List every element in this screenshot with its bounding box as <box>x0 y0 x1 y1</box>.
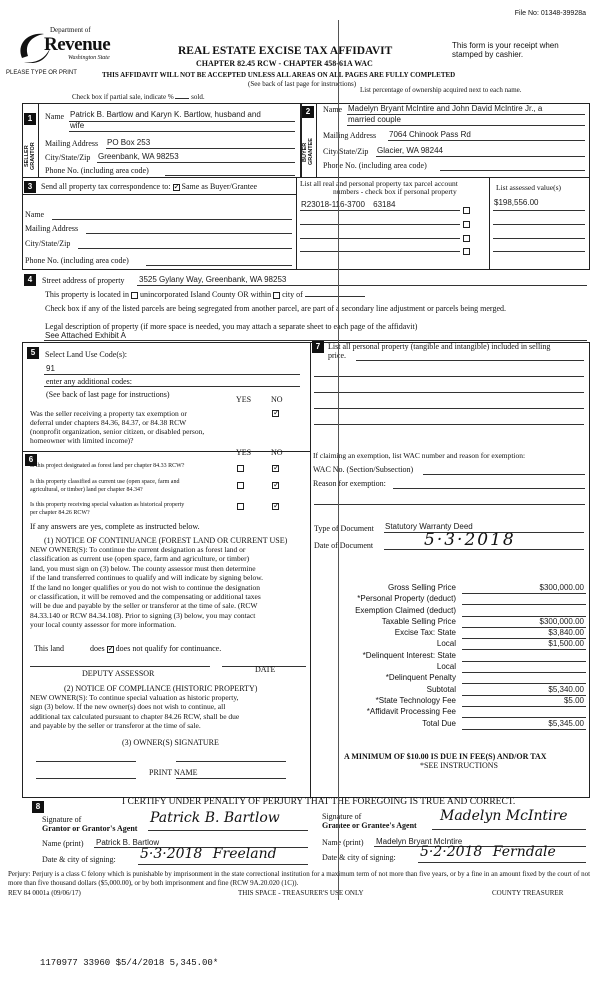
compliance-line: additional tax calculated pursuant to chapter 84.26 RCW, shall be due <box>30 711 240 721</box>
forest-land-question: Is this project designated as forest land per chapter 84.33 RCW? <box>30 463 185 469</box>
doc-date-label: Date of Document <box>314 541 374 550</box>
buyer-city[interactable]: Glacier, WA 98244 <box>377 146 443 155</box>
located-in-row <box>45 290 365 299</box>
calc-value[interactable]: $5,345.00 <box>548 718 584 728</box>
section3-mailing-field[interactable] <box>86 233 292 234</box>
buyer-side-label: BUYER GRANTEE <box>302 138 314 166</box>
calc-row <box>314 696 586 707</box>
logo-name: Revenue <box>44 34 111 55</box>
continuance-title: (1) NOTICE OF CONTINUANCE (FOREST LAND OR CURRENT USE) <box>44 536 288 545</box>
exemption-question <box>30 409 204 445</box>
compliance-title: (2) NOTICE OF COMPLIANCE (HISTORIC PROPERTY) <box>64 684 258 693</box>
grantor-sig-label-line1: Signature of <box>42 815 82 824</box>
continuance-line: 84.33.140 or RCW 84.34.108). Prior to signing (3) below, you may contact <box>30 610 256 620</box>
parcels-header2: numbers - check box if personal property <box>333 187 457 196</box>
certify-statement: I CERTIFY UNDER PENALTY OF PERJURY THAT THE FOREGOING IS TRUE AND CORRECT. <box>122 797 516 807</box>
historic-question <box>30 501 184 517</box>
calc-value[interactable]: $5.00 <box>563 695 584 705</box>
section3-city-label: City/State/Zip <box>25 239 71 248</box>
legal-label: Legal description of property (if more space is needed, you may attach a separate sheet to each page of the affidavit) <box>45 322 418 331</box>
buyer-mailing-label: Mailing Address <box>323 131 377 140</box>
segregated-text: Check box if any of the listed parcels are being segregated from another parcel, are part of a secondary line adjustment or parcels being merged. <box>45 304 506 313</box>
section3-phone-field[interactable] <box>146 265 292 266</box>
calc-label: Excise Tax: State <box>394 628 456 638</box>
unincorporated-checkbox[interactable] <box>131 292 138 299</box>
personal-property-field-3[interactable] <box>314 392 584 393</box>
grantee-name-print-label: Name (print) <box>322 838 364 847</box>
grantee-sign-city: Ferndale <box>492 844 556 860</box>
does-text: does <box>90 644 105 653</box>
doc-type-value[interactable]: Statutory Warranty Deed <box>385 522 473 531</box>
form-revision: REV 84 0001a (09/06/17) <box>8 889 81 897</box>
parcel-3-personal-checkbox[interactable] <box>463 235 470 242</box>
grantor-name-print-label: Name (print) <box>42 839 84 848</box>
city-of-checkbox[interactable] <box>273 292 280 299</box>
assessor-date-label: DATE <box>255 665 276 674</box>
partial-sale-suffix: sold. <box>191 93 205 101</box>
historic-q-line2: per chapter 84.26 RCW? <box>30 510 90 516</box>
minimum-due-note: A MINIMUM OF $10.00 IS DUE IN FEE(S) AND/OR TAX <box>344 752 547 761</box>
owner-signature-line-2[interactable] <box>176 761 286 762</box>
section-7-badge: 7 <box>312 341 324 353</box>
buyer-mailing[interactable]: 7064 Chinook Pass Rd <box>389 130 471 139</box>
personal-property-field-4[interactable] <box>314 408 584 409</box>
grantor-name-print[interactable]: Patrick B. Bartlow <box>96 838 160 847</box>
section3-name-field[interactable] <box>52 219 292 220</box>
seller-city-label: City/State/Zip <box>45 153 91 162</box>
calc-label: Taxable Selling Price <box>381 616 456 626</box>
land-use-label: Select Land Use Code(s): <box>45 350 127 359</box>
unincorporated-text: unincorporated Island County OR within <box>139 290 272 299</box>
sec6-no-header: NO <box>271 448 283 457</box>
calc-row <box>314 617 586 628</box>
buyer-name-line1[interactable]: Madelyn Bryant McIntire and John David McIntire Jr., a <box>348 104 543 113</box>
continuance-line: classification as current use (open space, farm and agriculture, or timber) <box>30 554 250 564</box>
personal-property-field-5[interactable] <box>314 424 584 425</box>
wac-no-field[interactable] <box>423 474 585 475</box>
personal-property-field-2[interactable] <box>314 376 584 377</box>
qualify-text: qualify for continuance. <box>144 644 222 653</box>
current-use-no-checkbox[interactable] <box>272 482 279 489</box>
land-use-code[interactable]: 91 <box>46 364 55 373</box>
seller-mailing-label: Mailing Address <box>45 139 99 148</box>
parcel-1-id: R23018-116-3700 <box>301 200 365 209</box>
parcel-2-personal-checkbox[interactable] <box>463 221 470 228</box>
calc-row <box>314 719 586 730</box>
calc-label: Local <box>436 662 456 672</box>
street-label: Street address of property <box>42 276 125 285</box>
seller-side-label: SELLER GRANTOR <box>24 142 36 170</box>
continuance-line: land, you must sign on (3) below. The county assessor must then determine <box>30 563 256 573</box>
grantee-signature-label <box>322 812 417 830</box>
forest-no-checkbox[interactable] <box>272 465 279 472</box>
calc-row <box>314 651 586 662</box>
parcel-4-personal-checkbox[interactable] <box>463 248 470 255</box>
calc-value[interactable]: $5,340.00 <box>548 684 584 694</box>
compliance-body <box>30 693 239 731</box>
historic-q-line1: Is this property receiving special valuation as historical property <box>30 502 185 508</box>
forest-yes-checkbox[interactable] <box>237 465 244 472</box>
seller-name-line2[interactable]: wife <box>70 121 85 130</box>
grantor-signature[interactable]: Patrick B. Bartlow <box>150 810 280 826</box>
buyer-city-label: City/State/Zip <box>323 147 369 156</box>
calc-row <box>314 673 586 684</box>
same-as-buyer-text: Same as Buyer/Grantee <box>181 182 258 191</box>
exemption-q-line3: (nonprofit organization, senior citizen, or disabled person, <box>30 427 205 436</box>
section3-city-field[interactable] <box>78 248 292 249</box>
compliance-line: NEW OWNER(S): To continue special valuation as historic property, <box>30 693 239 702</box>
print-name-line-1[interactable] <box>36 778 136 779</box>
assessed-value-1[interactable]: $198,556.00 <box>494 198 539 207</box>
perjury-statement: Perjury: Perjury is a class C felony which is punishable by imprisonment in the state correctional institution for a maximum term of not more than five years, or by a fine in an amount fixed by the court of not more than five thousand dollars ($5,000.00), or by both imprisonment and fine (RCW 9A.20.020 (1C)). <box>8 870 591 887</box>
continuance-line: NEW OWNER(S): To continue the current designation as forest land or <box>30 545 246 554</box>
warning-text: THIS AFFIDAVIT WILL NOT BE ACCEPTED UNLESS ALL AREAS ON ALL PAGES ARE FULLY COMPLETED <box>102 71 456 79</box>
section3-phone-label: Phone No. (including area code) <box>25 256 129 265</box>
historic-no-checkbox[interactable] <box>272 503 279 510</box>
parcel-number-1[interactable] <box>301 200 395 209</box>
does-not-checkbox[interactable] <box>107 646 114 653</box>
parcel-1-personal-checkbox[interactable] <box>463 207 470 214</box>
current-use-q-line1: Is this property classified as current use (open space, farm and <box>30 479 180 485</box>
personal-property-field-1[interactable] <box>356 360 584 361</box>
calc-label: Total Due <box>422 718 456 728</box>
calc-row <box>314 639 586 650</box>
see-back-note: (See back of last page for instructions) <box>248 80 357 88</box>
continuance-line: if the land transferred continues to qualify and will indicate by signing below. <box>30 573 263 583</box>
calc-value[interactable]: $3,840.00 <box>548 628 584 638</box>
exemption-q-line2: deferral under chapters 84.36, 84.37, or 84.38 RCW <box>30 418 187 427</box>
additional-codes-field[interactable] <box>44 386 300 387</box>
cashier-stamp: 1170977 33960 $5/4/2018 5,345.00* <box>40 958 219 968</box>
dor-logo <box>14 26 124 72</box>
calc-value[interactable]: $300,000.00 <box>539 583 584 592</box>
calc-row <box>314 606 586 617</box>
scan-fold-line <box>338 20 339 900</box>
deputy-assessor-line[interactable] <box>30 666 210 667</box>
continuance-line: If the land no longer qualifies or you do not wish to continue the designation <box>30 582 260 592</box>
parcel-1-suffix: 63184 <box>373 200 396 209</box>
section3-label <box>41 182 257 191</box>
buyer-phone-field[interactable] <box>440 170 585 171</box>
grantee-sign-date: 5·2·2018 <box>420 844 483 860</box>
grantor-sign-date: 5·3·2018 <box>140 846 203 862</box>
section-4-badge: 4 <box>24 274 36 286</box>
seller-mailing[interactable]: PO Box 253 <box>107 138 151 147</box>
reason-label: Reason for exemption: <box>313 479 386 488</box>
tax-calculation <box>314 583 586 730</box>
owner-signature-label: (3) OWNER(S) SIGNATURE <box>122 738 219 747</box>
personal-property-label1: List all personal property (tangible and intangible) included in selling <box>328 342 551 351</box>
calc-label: *Delinquent Penalty <box>385 673 456 683</box>
land-use-see-back: (See back of last page for instructions) <box>46 390 170 399</box>
grantor-sign-city: Freeland <box>212 846 277 862</box>
form-title: REAL ESTATE EXCISE TAX AFFIDAVIT <box>178 45 393 57</box>
section3-label-text: Send all property tax correspondence to: <box>41 182 171 191</box>
section-8-badge: 8 <box>32 801 44 813</box>
exemption-no-checkbox[interactable] <box>272 410 279 417</box>
grantor-sig-label-line2: Grantor or Grantor's Agent <box>42 824 138 833</box>
grantee-sig-label-line1: Signature of <box>322 812 362 821</box>
legal-description[interactable]: See Attached Exhibit A <box>45 331 126 340</box>
calc-label: *Personal Property (deduct) <box>357 594 456 604</box>
grantee-signature[interactable]: Madelyn McIntire <box>440 808 568 824</box>
grantee-date-city[interactable] <box>420 844 556 860</box>
any-yes-note: If any answers are yes, complete as instructed below. <box>30 522 200 531</box>
section-5-badge: 5 <box>27 347 39 359</box>
wac-claim-label: If claiming an exemption, list WAC number and reason for exemption: <box>313 451 526 460</box>
parcels-header1: List all real and personal property tax parcel account <box>300 179 458 188</box>
section-3-badge: 3 <box>24 181 36 193</box>
continuance-line: will be due and payable by the seller or transferor at the time of sale. (RCW <box>30 601 258 611</box>
partial-sale-percent[interactable] <box>175 98 189 99</box>
grantee-date-city-label: Date & city of signing: <box>322 853 396 862</box>
treasurer-use-only: THIS SPACE - TREASURER'S USE ONLY <box>238 889 364 897</box>
section-2-badge: 2 <box>302 106 314 118</box>
calc-label: *Delinquent Interest: State <box>362 650 456 660</box>
continuance-body <box>30 545 310 630</box>
seller-city[interactable]: Greenbank, WA 98253 <box>98 152 179 161</box>
calc-label: Exemption Claimed (deduct) <box>355 605 456 615</box>
this-land-text: This land <box>34 644 64 653</box>
same-as-buyer-checkbox[interactable] <box>173 184 180 191</box>
calc-label: *State Technology Fee <box>375 695 456 705</box>
owner-signature-line-1[interactable] <box>36 761 136 762</box>
grantee-name-print[interactable]: Madelyn Bryant McIntire <box>376 837 463 846</box>
wac-no-label: WAC No. (Section/Subsection) <box>313 465 414 474</box>
county-treasurer-label: COUNTY TREASURER <box>492 889 564 897</box>
seller-name-label: Name <box>45 112 65 121</box>
does-not-text: does not <box>115 644 143 653</box>
seller-phone-label: Phone No. (including area code) <box>45 166 149 175</box>
historic-yes-checkbox[interactable] <box>237 503 244 510</box>
section-1-badge: 1 <box>24 113 36 125</box>
please-type-label: PLEASE TYPE OR PRINT <box>6 70 77 76</box>
compliance-line: and payable by the seller or transferor at the time of sale. <box>30 721 201 731</box>
calc-row <box>314 628 586 639</box>
deputy-assessor-label: DEPUTY ASSESSOR <box>82 669 155 678</box>
doc-date-value[interactable]: 5·3·2018 <box>424 530 516 550</box>
sec5-no-header: NO <box>271 395 283 404</box>
city-of-field[interactable] <box>305 296 365 297</box>
file-number: File No: 01348-39928a <box>514 10 586 17</box>
current-use-q-line2: agricultural, or timber) land per chapter 84.34? <box>30 487 143 493</box>
current-use-yes-checkbox[interactable] <box>237 482 244 489</box>
reason-field-1[interactable] <box>393 488 585 489</box>
grantor-date-city[interactable] <box>140 846 277 862</box>
form-subtitle: CHAPTER 82.45 RCW - CHAPTER 458-61A WAC <box>196 59 373 68</box>
grantor-signature-label <box>42 815 137 833</box>
calc-row <box>314 662 586 673</box>
continuance-qualify-row <box>34 644 221 653</box>
compliance-line: sign (3) below. If the new owner(s) does not wish to continue, all <box>30 702 226 712</box>
section3-name-label: Name <box>25 210 45 219</box>
calc-label: Local <box>436 639 456 649</box>
see-instructions-note: *SEE INSTRUCTIONS <box>420 761 499 770</box>
calc-row <box>314 583 586 594</box>
continuance-line: or classification, it will be removed and the compensating or additional taxes <box>30 592 261 602</box>
buyer-name-label: Name <box>323 105 343 114</box>
exemption-q-line4: homeowner with limited income)? <box>30 436 134 445</box>
partial-sale-text: Check box if partial sale, indicate % <box>72 93 174 101</box>
section-6-badge: 6 <box>25 454 37 466</box>
section3-mailing-label: Mailing Address <box>25 224 79 233</box>
grantee-sig-label-line2: Grantee or Grantee's Agent <box>322 821 417 830</box>
calc-row <box>314 685 586 696</box>
ownership-label: List percentage of ownership acquired next to each name. <box>360 86 522 94</box>
buyer-phone-label: Phone No. (including area code) <box>323 161 427 170</box>
personal-property-label2: price. <box>328 351 346 360</box>
seller-name-line1[interactable]: Patrick B. Bartlow and Karyn K. Bartlow, husband and <box>70 110 261 119</box>
reason-field-2[interactable] <box>314 504 585 505</box>
calc-value[interactable]: $300,000.00 <box>539 616 584 626</box>
calc-label: *Affidavit Processing Fee <box>366 707 456 717</box>
continuance-line: your local county assessor for more information. <box>30 620 177 630</box>
assessed-header: List assessed value(s) <box>496 183 561 192</box>
seller-phone-field[interactable] <box>165 175 295 176</box>
calc-row <box>314 707 586 718</box>
city-of-text: city of <box>282 290 303 299</box>
calc-label: Subtotal <box>426 684 456 694</box>
exemption-q-line1: Was the seller receiving a property tax exemption or <box>30 409 187 418</box>
print-name-line-2[interactable] <box>176 778 286 779</box>
calc-value[interactable]: $1,500.00 <box>548 639 584 649</box>
segregated-row <box>45 304 506 313</box>
partial-sale-label <box>72 93 205 101</box>
current-use-question <box>30 478 179 494</box>
grantor-date-city-label: Date & city of signing: <box>42 855 116 864</box>
calc-label: Gross Selling Price <box>387 583 456 592</box>
sec6-yes-header: YES <box>236 448 252 457</box>
located-label: This property is located in <box>45 290 129 299</box>
street-address[interactable]: 3525 Gylany Way, Greenbank, WA 98253 <box>139 275 287 284</box>
sec5-yes-header: YES <box>236 395 252 404</box>
doc-type-label: Type of Document <box>314 524 374 533</box>
print-name-label: PRINT NAME <box>149 768 198 777</box>
logo-state: Washington State <box>68 55 110 61</box>
buyer-name-line2[interactable]: married couple <box>348 115 401 124</box>
receipt-note: This form is your receipt when stamped by cashier. <box>452 41 559 59</box>
calc-row <box>314 594 586 605</box>
logo-dept: Department of <box>50 26 91 34</box>
additional-codes-label: enter any additional codes: <box>46 377 132 386</box>
